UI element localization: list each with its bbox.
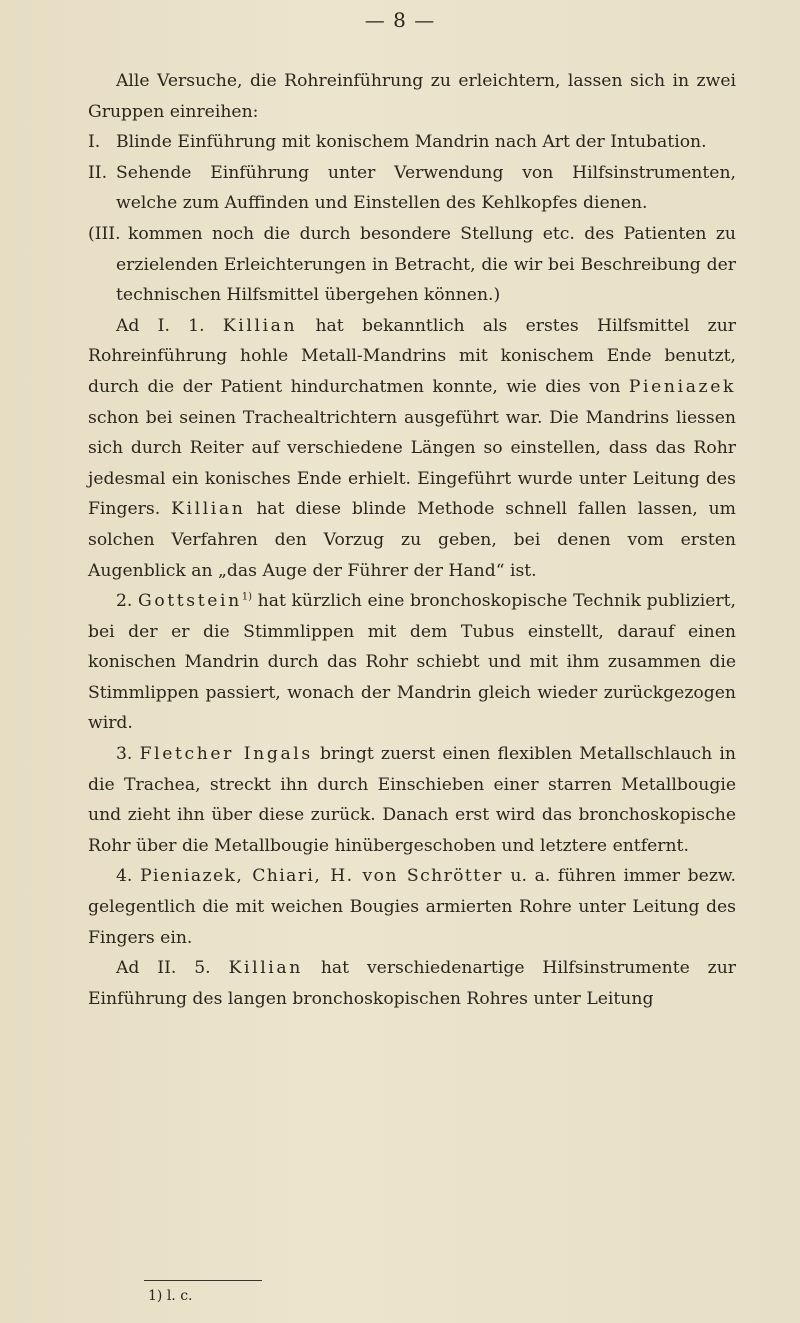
paragraph-text: hat kürzlich eine bronchoskopische Technik publiziert, bei der er die Stimmlippen mit dem Tubus einstellt, darauf einen konischen Mandrin durch das Rohr schiebt und mit ihm zusammen die Stimmlippen passiert, wonach der Mandrin gleich wieder zurückgezogen wird. [88, 591, 737, 734]
author-name: Killian [222, 315, 298, 336]
author-name: Pieniazek [628, 376, 736, 397]
body-text [88, 66, 736, 1014]
list-text-3: kommen noch die durch besondere Stellung etc. des Patienten zu erzielenden Erleichterungen in Betracht, die wir bei Beschreibung der technischen Hilfsmittel übergehen können.) [116, 223, 736, 306]
author-name: Killian [171, 499, 246, 520]
list-number-1: I. [88, 132, 101, 153]
paragraph-text: schon bei seinen Trachealtrichtern ausgeführt war. Die Mandrins liessen sich durch Reiter auf verschiedene Längen so einstellen, dass das Rohr jedesmal ein konisches Ende erhielt. Eingeführt wurde unter Leitung des Fingers. [88, 407, 736, 520]
paragraph-text: hat diese blinde Methode schnell fallen lassen, um solchen Verfahren den Vorzug zu geben, bei denen vom ersten Augenblick an „das Auge der Führer der Hand“ ist. [88, 499, 736, 581]
paragraph-gottstein [88, 586, 736, 739]
paragraph-killian-2 [88, 953, 736, 1014]
intro-text: Alle Versuche, die Rohreinführung zu erleichtern, lassen sich in zwei Gruppen einreihen: [88, 71, 736, 122]
footnote-divider [144, 1280, 262, 1281]
paragraph-lead: Ad II. 5. [116, 958, 211, 979]
author-name: Pieniazek, Chiari, H. von Schrötter [140, 866, 503, 887]
list-text-2: Sehende Einführung unter Verwendung von Hilfsinstrumenten, welche zum Auffinden und Einstellen des Kehlkopfes dienen. [116, 162, 736, 214]
paragraph-fletcher-ingals [88, 739, 736, 861]
paragraph-lead: 2. [116, 591, 133, 612]
list-text-1: Blinde Einführung mit konischem Mandrin nach Art der Intubation. [116, 132, 707, 153]
paragraph-killian-1 [88, 311, 736, 586]
paragraph-lead: 4. [116, 866, 133, 887]
list-number-2: II. [88, 162, 108, 183]
footnote: 1) l. c. [148, 1288, 193, 1304]
intro-paragraph [88, 66, 736, 127]
author-name: Gottstein [138, 591, 242, 612]
author-name: Killian [228, 958, 303, 979]
list-item-1 [88, 127, 736, 158]
paragraph-text: hat verschiedenartige Hilfsinstrumente zur Einführung des langen bronchoskopischen Rohres unter Leitung [88, 958, 737, 1009]
paragraph-lead: Ad I. 1. [116, 315, 205, 336]
page-number: — 8 — [364, 8, 436, 32]
paragraph-text: bringt zuerst einen flexiblen Metallschlauch in die Trachea, streckt ihn durch Einschieben einer starren Metallbougie und zieht ihn über diese zurück. Danach erst wird das bronchoskopische Rohr über die Metallbougie hinübergeschoben und letztere entfernt. [88, 744, 736, 856]
list-number-3: (III. [88, 223, 121, 244]
list-item-3 [88, 219, 736, 311]
author-name: Fletcher Ingals [139, 744, 313, 765]
paragraph-text: u. a. führen immer bezw. gelegentlich die mit weichen Bougies armierten Rohre unter Leitung des Fingers ein. [88, 866, 737, 948]
paragraph-text: hat bekanntlich als erstes Hilfsmittel zur Rohreinführung hohle Metall-Mandrins mit konischem Ende benutzt, durch die der Patient hindurchatmen konnte, wie dies von [88, 315, 736, 397]
paragraph-lead: 3. [116, 744, 133, 765]
list-item-2 [88, 158, 736, 219]
paragraph-pieniazek [88, 861, 736, 953]
footnote-marker: 1) [241, 591, 253, 603]
